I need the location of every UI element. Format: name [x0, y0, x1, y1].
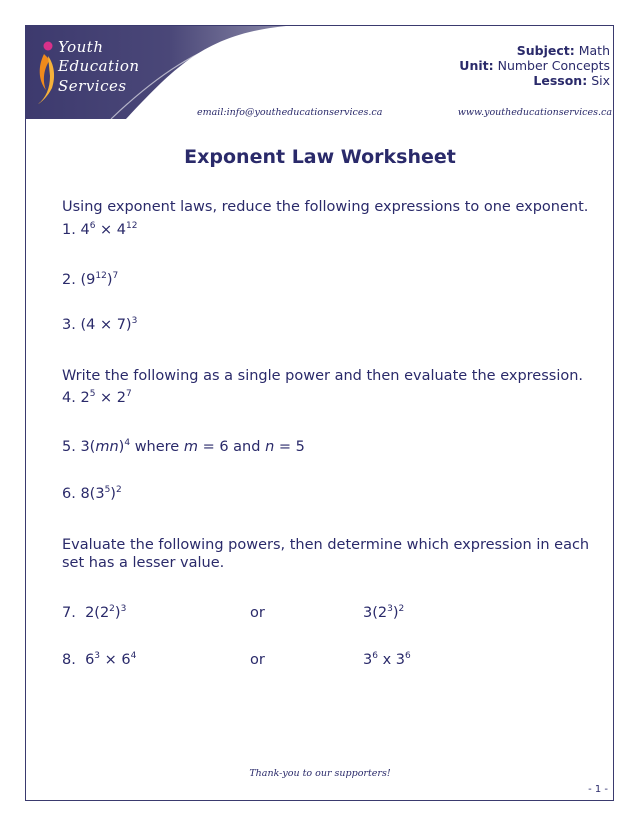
question-6: 6. $8(3^5)^2$	[62, 485, 122, 502]
logo-text-education: Education	[58, 57, 140, 75]
website-link[interactable]: www.youtheducationservices.ca	[457, 107, 612, 118]
question-8-left: 8. $6^3 \times 6^4$	[62, 651, 137, 668]
subject-line: Subject: Math	[516, 43, 610, 58]
logo-figure-icon	[34, 40, 58, 106]
logo-text-youth: Youth	[58, 38, 104, 56]
page-number: - 1 -	[588, 784, 608, 795]
lesson-info	[459, 43, 610, 88]
section3-instruction-line1: Evaluate the following powers, then determine which expression in each	[62, 537, 590, 553]
question-2: 2. $(9^{12})^7$	[62, 271, 119, 288]
lesson-line: Lesson: Six	[533, 73, 610, 88]
question-5: 5. 3(mn)$^4$ where m = 6 and n = 5	[62, 438, 305, 455]
unit-line: Unit: Number Concepts	[459, 58, 610, 73]
page-frame	[25, 25, 614, 801]
question-8-or: or	[250, 652, 265, 668]
section3-instruction-line2: set has a lesser value.	[62, 555, 225, 571]
section1-instruction: Using exponent laws, reduce the following expressions to one exponent.	[62, 199, 589, 215]
question-7-or: or	[250, 605, 265, 621]
logo-text-services: Services	[58, 77, 127, 95]
question-7-left: 7. $2(2^2)^3$	[62, 604, 127, 621]
footer-note: Thank-you to our supporters!	[249, 768, 391, 779]
question-7-right: $3(2^3)^2$	[363, 604, 405, 621]
question-4: 4. $2^5 \times 2^7$	[62, 389, 132, 406]
question-3: 3. $(4 \times 7)^3$	[62, 316, 138, 333]
page-title: Exponent Law Worksheet	[184, 146, 456, 168]
question-8-right: $3^6$ x $3^6$	[363, 651, 411, 668]
email-link[interactable]: email:info@youtheducationservices.ca	[197, 107, 383, 118]
section2-instruction: Write the following as a single power and then evaluate the expression.	[62, 368, 584, 384]
question-1: 1. $4^6 \times 4^{12}$	[62, 221, 138, 238]
